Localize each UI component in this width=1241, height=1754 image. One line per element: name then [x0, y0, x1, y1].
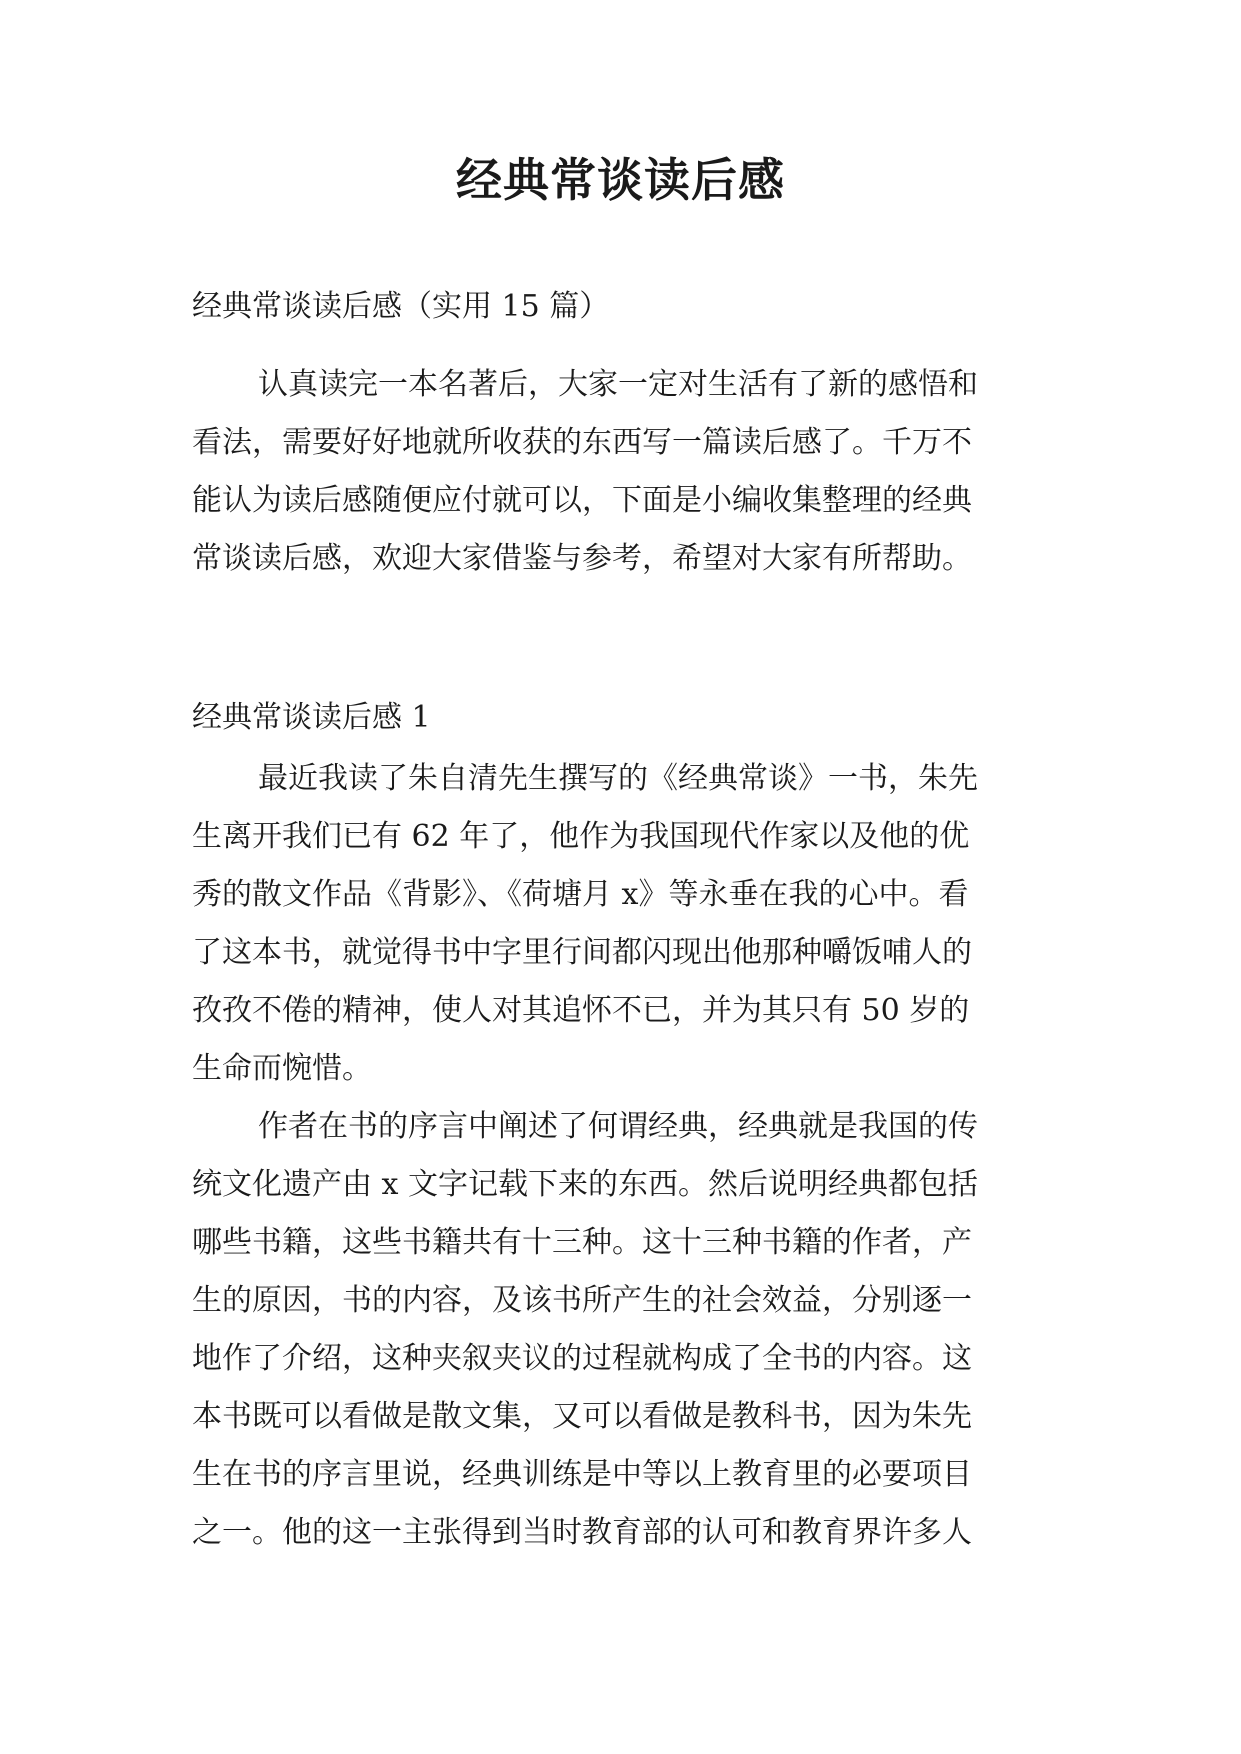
text-line: 秀的散文作品《背影》、《荷塘月 x》等永垂在我的心中。看 [192, 877, 969, 912]
text-line: 生的原因，书的内容，及该书所产生的社会效益，分别逐一 [192, 1283, 972, 1318]
text-line: 孜孜不倦的精神，使人对其追怀不已，并为其只有 50 岁的 [192, 993, 970, 1028]
section-heading: 经典常谈读后感 1 [192, 700, 431, 735]
text-line: 生在书的序言里说，经典训练是中等以上教育里的必要项目 [192, 1457, 972, 1492]
text-line: 地作了介绍，这种夹叙夹议的过程就构成了全书的内容。这 [192, 1341, 972, 1376]
document-subtitle: 经典常谈读后感（实用 15 篇） [192, 289, 610, 324]
text-line: 能认为读后感随便应付就可以，下面是小编收集整理的经典 [192, 483, 972, 518]
paragraph-2 [192, 1098, 1072, 1562]
paragraph-1 [192, 750, 1072, 1098]
text-line: 作者在书的序言中阐述了何谓经典，经典就是我国的传 [258, 1109, 978, 1144]
text-line: 本书既可以看做是散文集，又可以看做是教科书，因为朱先 [192, 1399, 972, 1434]
text-line: 生命而惋惜。 [192, 1051, 372, 1086]
text-line: 了这本书，就觉得书中字里行间都闪现出他那种嚼饭哺人的 [192, 935, 972, 970]
text-line: 统文化遗产由 x 文字记载下来的东西。然后说明经典都包括 [192, 1167, 978, 1202]
text-line: 最近我读了朱自清先生撰写的《经典常谈》一书，朱先 [258, 761, 978, 796]
text-line: 看法，需要好好地就所收获的东西写一篇读后感了。千万不 [192, 425, 972, 460]
text-line: 之一。他的这一主张得到当时教育部的认可和教育界许多人 [192, 1515, 972, 1550]
text-line: 哪些书籍，这些书籍共有十三种。这十三种书籍的作者，产 [192, 1225, 972, 1260]
intro-paragraph [192, 356, 1072, 588]
text-line: 生离开我们已有 62 年了，他作为我国现代作家以及他的优 [192, 819, 970, 854]
document-title: 经典常谈读后感 [456, 153, 785, 207]
text-line: 常谈读后感，欢迎大家借鉴与参考，希望对大家有所帮助。 [192, 541, 972, 576]
text-line: 认真读完一本名著后，大家一定对生活有了新的感悟和 [258, 367, 978, 402]
